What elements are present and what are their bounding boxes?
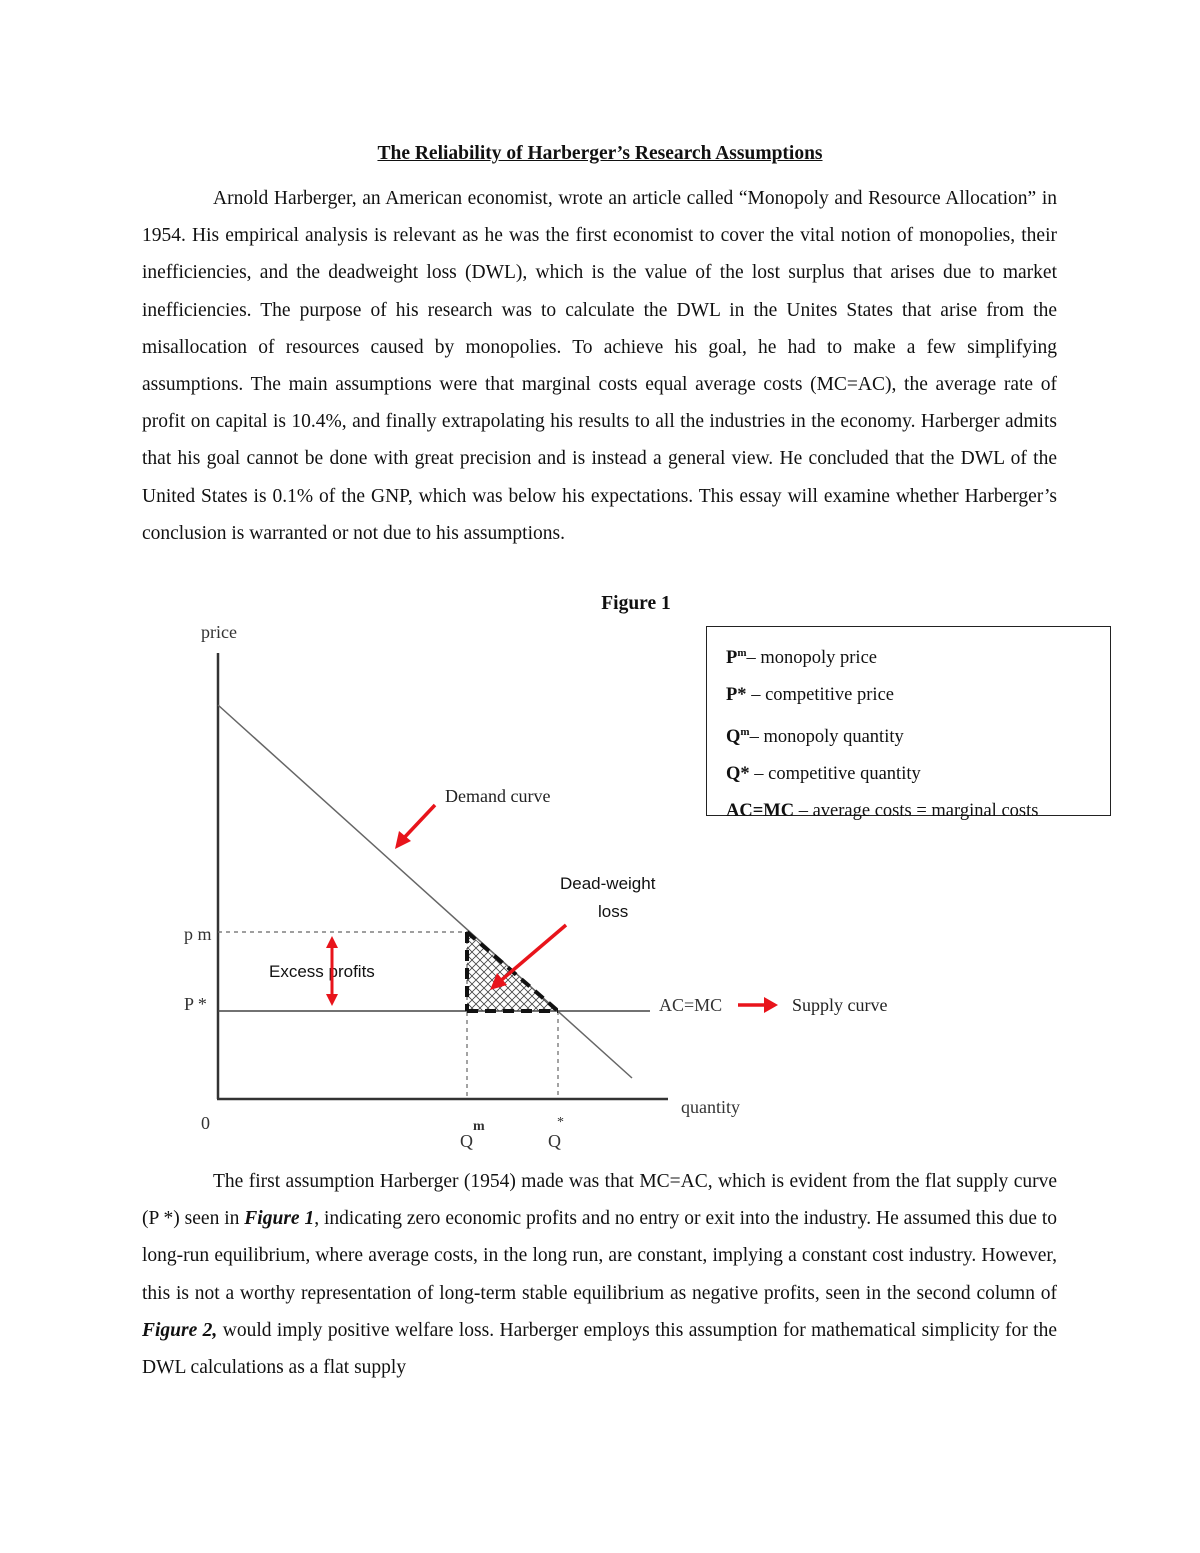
legend-row: P* – competitive price bbox=[726, 685, 894, 705]
figure-legend bbox=[706, 626, 1111, 821]
figure-2-reference: Figure 2, bbox=[142, 1319, 218, 1341]
qm-label: Q bbox=[460, 1131, 473, 1151]
price-axis-label: price bbox=[201, 622, 237, 642]
legend-row: $P^m-$ monopoly price bbox=[726, 647, 877, 668]
intro-text: Arnold Harberger, an American economist, wrote an article called “Monopoly and Resource Allocation” in 1954. His empirical analysis is relevant as he was the first economist to cover the vital notion of monopolies, their inefficiencies, and the deadweight loss (DWL), which is the value of the lost surplus that arises due to market inefficiencies. The purpose of his research was to calculate the DWL in the Unites States that arise from the misallocation of resources caused by monopolies. To achieve his goal, he had to make a few simplifying assumptions. The main assumptions were that marginal costs equal average costs (MC=AC), the average rate of profit on capital is 10.4%, and finally extrapolating his results to all the industries in the economy. Harberger admits that his goal cannot be done with great precision and is instead a general view. He concluded that the DWL of the United States is 0.1% of the GNP, which was below his expectations. This essay will examine whether Harberger’s conclusion is warranted or not due to his assumptions. bbox=[142, 188, 1057, 544]
legend-row: Q* – competitive quantity bbox=[726, 764, 921, 784]
pm-label: p m bbox=[184, 924, 212, 944]
legend-row: $Q^m-$ monopoly quantity bbox=[726, 726, 904, 747]
legend-row: AC=MC – average costs = marginal costs bbox=[726, 801, 1039, 821]
qstar-sup-label: * bbox=[557, 1115, 564, 1130]
demand-arrow-icon bbox=[395, 805, 435, 849]
assumption-paragraph: The first assumption Harberger (1954) made was that MC=AC, which is evident from the flat supply curve (P *) seen in Figure 1, indicating zero economic profits and no entry or exit into the industry. He assumed this due to long-run equilibrium, where average costs, in the long run, are constant, implying a constant cost industry. However, this is not a worthy representation of long-term stable equilibrium as negative profits, seen in the second column of Figure 2, would imply positive welfare loss. Harberger employs this assumption for mathematical simplicity for the DWL calculations as a flat supply bbox=[142, 1171, 1057, 1379]
quantity-axis-label: quantity bbox=[681, 1097, 740, 1117]
dwl-arrow-icon bbox=[490, 925, 566, 990]
qstar-label: Q bbox=[548, 1131, 561, 1151]
dwl-label-line1: Dead-weight bbox=[560, 874, 656, 893]
origin-label: 0 bbox=[201, 1113, 210, 1133]
figure-caption: Figure 1 bbox=[601, 593, 671, 614]
supply-arrow-icon bbox=[738, 997, 778, 1013]
qm-sup-label: m bbox=[473, 1119, 485, 1134]
demand-curve-label: Demand curve bbox=[445, 786, 551, 806]
dwl-label-line2: loss bbox=[598, 902, 629, 921]
supply-curve-label: Supply curve bbox=[792, 995, 888, 1015]
figure-1-reference: Figure 1 bbox=[244, 1208, 315, 1230]
acmc-label: AC=MC bbox=[659, 995, 723, 1015]
pstar-label: P * bbox=[184, 994, 207, 1014]
excess-profits-label: Excess profits bbox=[269, 962, 375, 981]
page-title: The Reliability of Harberger’s Research Assumptions bbox=[377, 143, 823, 164]
